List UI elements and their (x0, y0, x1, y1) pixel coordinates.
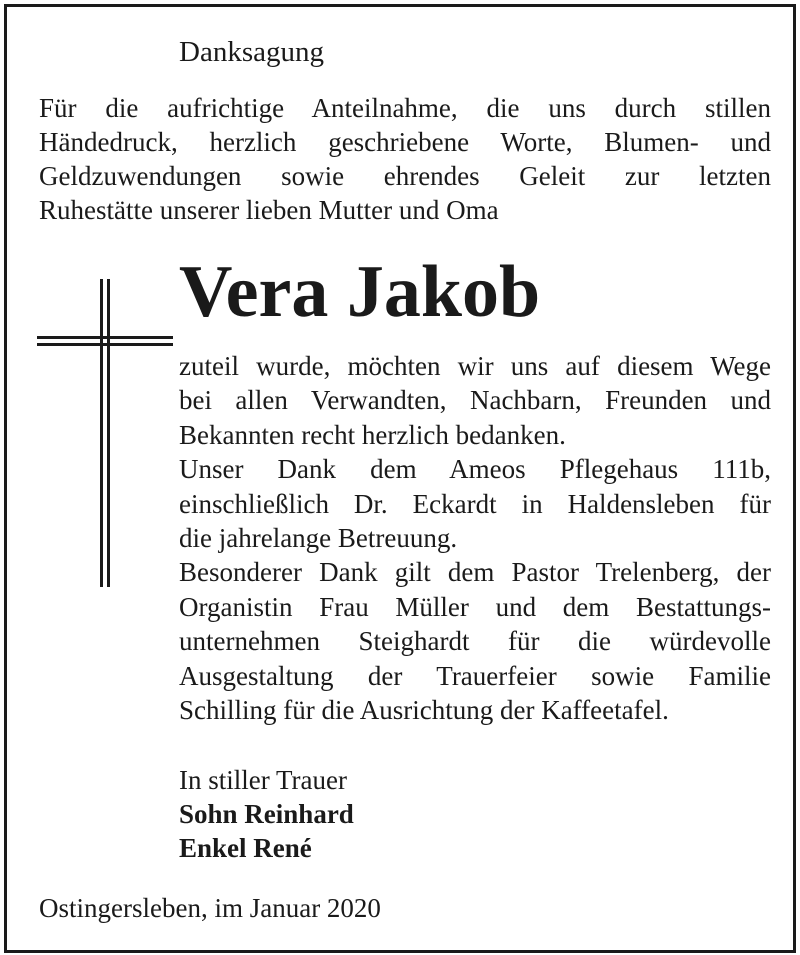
body-line: Organistin Frau Müller und dem Bestattungs- (179, 591, 771, 622)
obituary-notice (7, 7, 793, 950)
signature-name: Sohn Reinhard (179, 799, 354, 829)
body-line: Schilling für die Ausrichtung der Kaffeetafel. (179, 695, 669, 726)
intro-paragraph (39, 91, 771, 227)
intro-line: Für die aufrichtige Anteilnahme, die uns durch stillen (39, 93, 771, 123)
body-line: zuteil wurde, möchten wir uns auf diesem Wege (179, 351, 771, 381)
intro-line: Händedruck, herzlich geschriebene Worte, Blumen- und (39, 127, 771, 157)
notice-frame (4, 4, 796, 953)
body-line: Ausgestaltung der Trauerfeier sowie Familie (179, 660, 771, 691)
signature-name: Enkel René (179, 833, 312, 863)
body-line: die jahrelange Betreuung. (179, 523, 458, 554)
thanks-paragraph (179, 349, 771, 727)
intro-line: Geldzuwendungen sowie ehrendes Geleit zur letzten (39, 161, 771, 191)
notice-heading: Danksagung (179, 36, 324, 68)
place-date: Ostingersleben, im Januar 2020 (39, 893, 381, 923)
deceased-name: Vera Jakob (179, 251, 541, 333)
body-line: Bekannten recht herzlich bedanken. (179, 419, 566, 450)
body-line: einschließlich Dr. Eckardt in Haldensleben für (179, 488, 771, 519)
body-line: Unser Dank dem Ameos Pflegehaus 111b, (179, 454, 771, 485)
cross-icon (37, 279, 173, 589)
body-line: unternehmen Steighardt für die würdevolle (179, 626, 771, 657)
body-line: bei allen Verwandten, Nachbarn, Freunden und (179, 385, 771, 416)
signature-opening: In stiller Trauer (179, 765, 347, 795)
body-line: Besonderer Dank gilt dem Pastor Trelenberg, der (179, 557, 771, 588)
intro-line: Ruhestätte unserer lieben Mutter und Oma (39, 195, 499, 225)
signature-block (179, 763, 354, 865)
